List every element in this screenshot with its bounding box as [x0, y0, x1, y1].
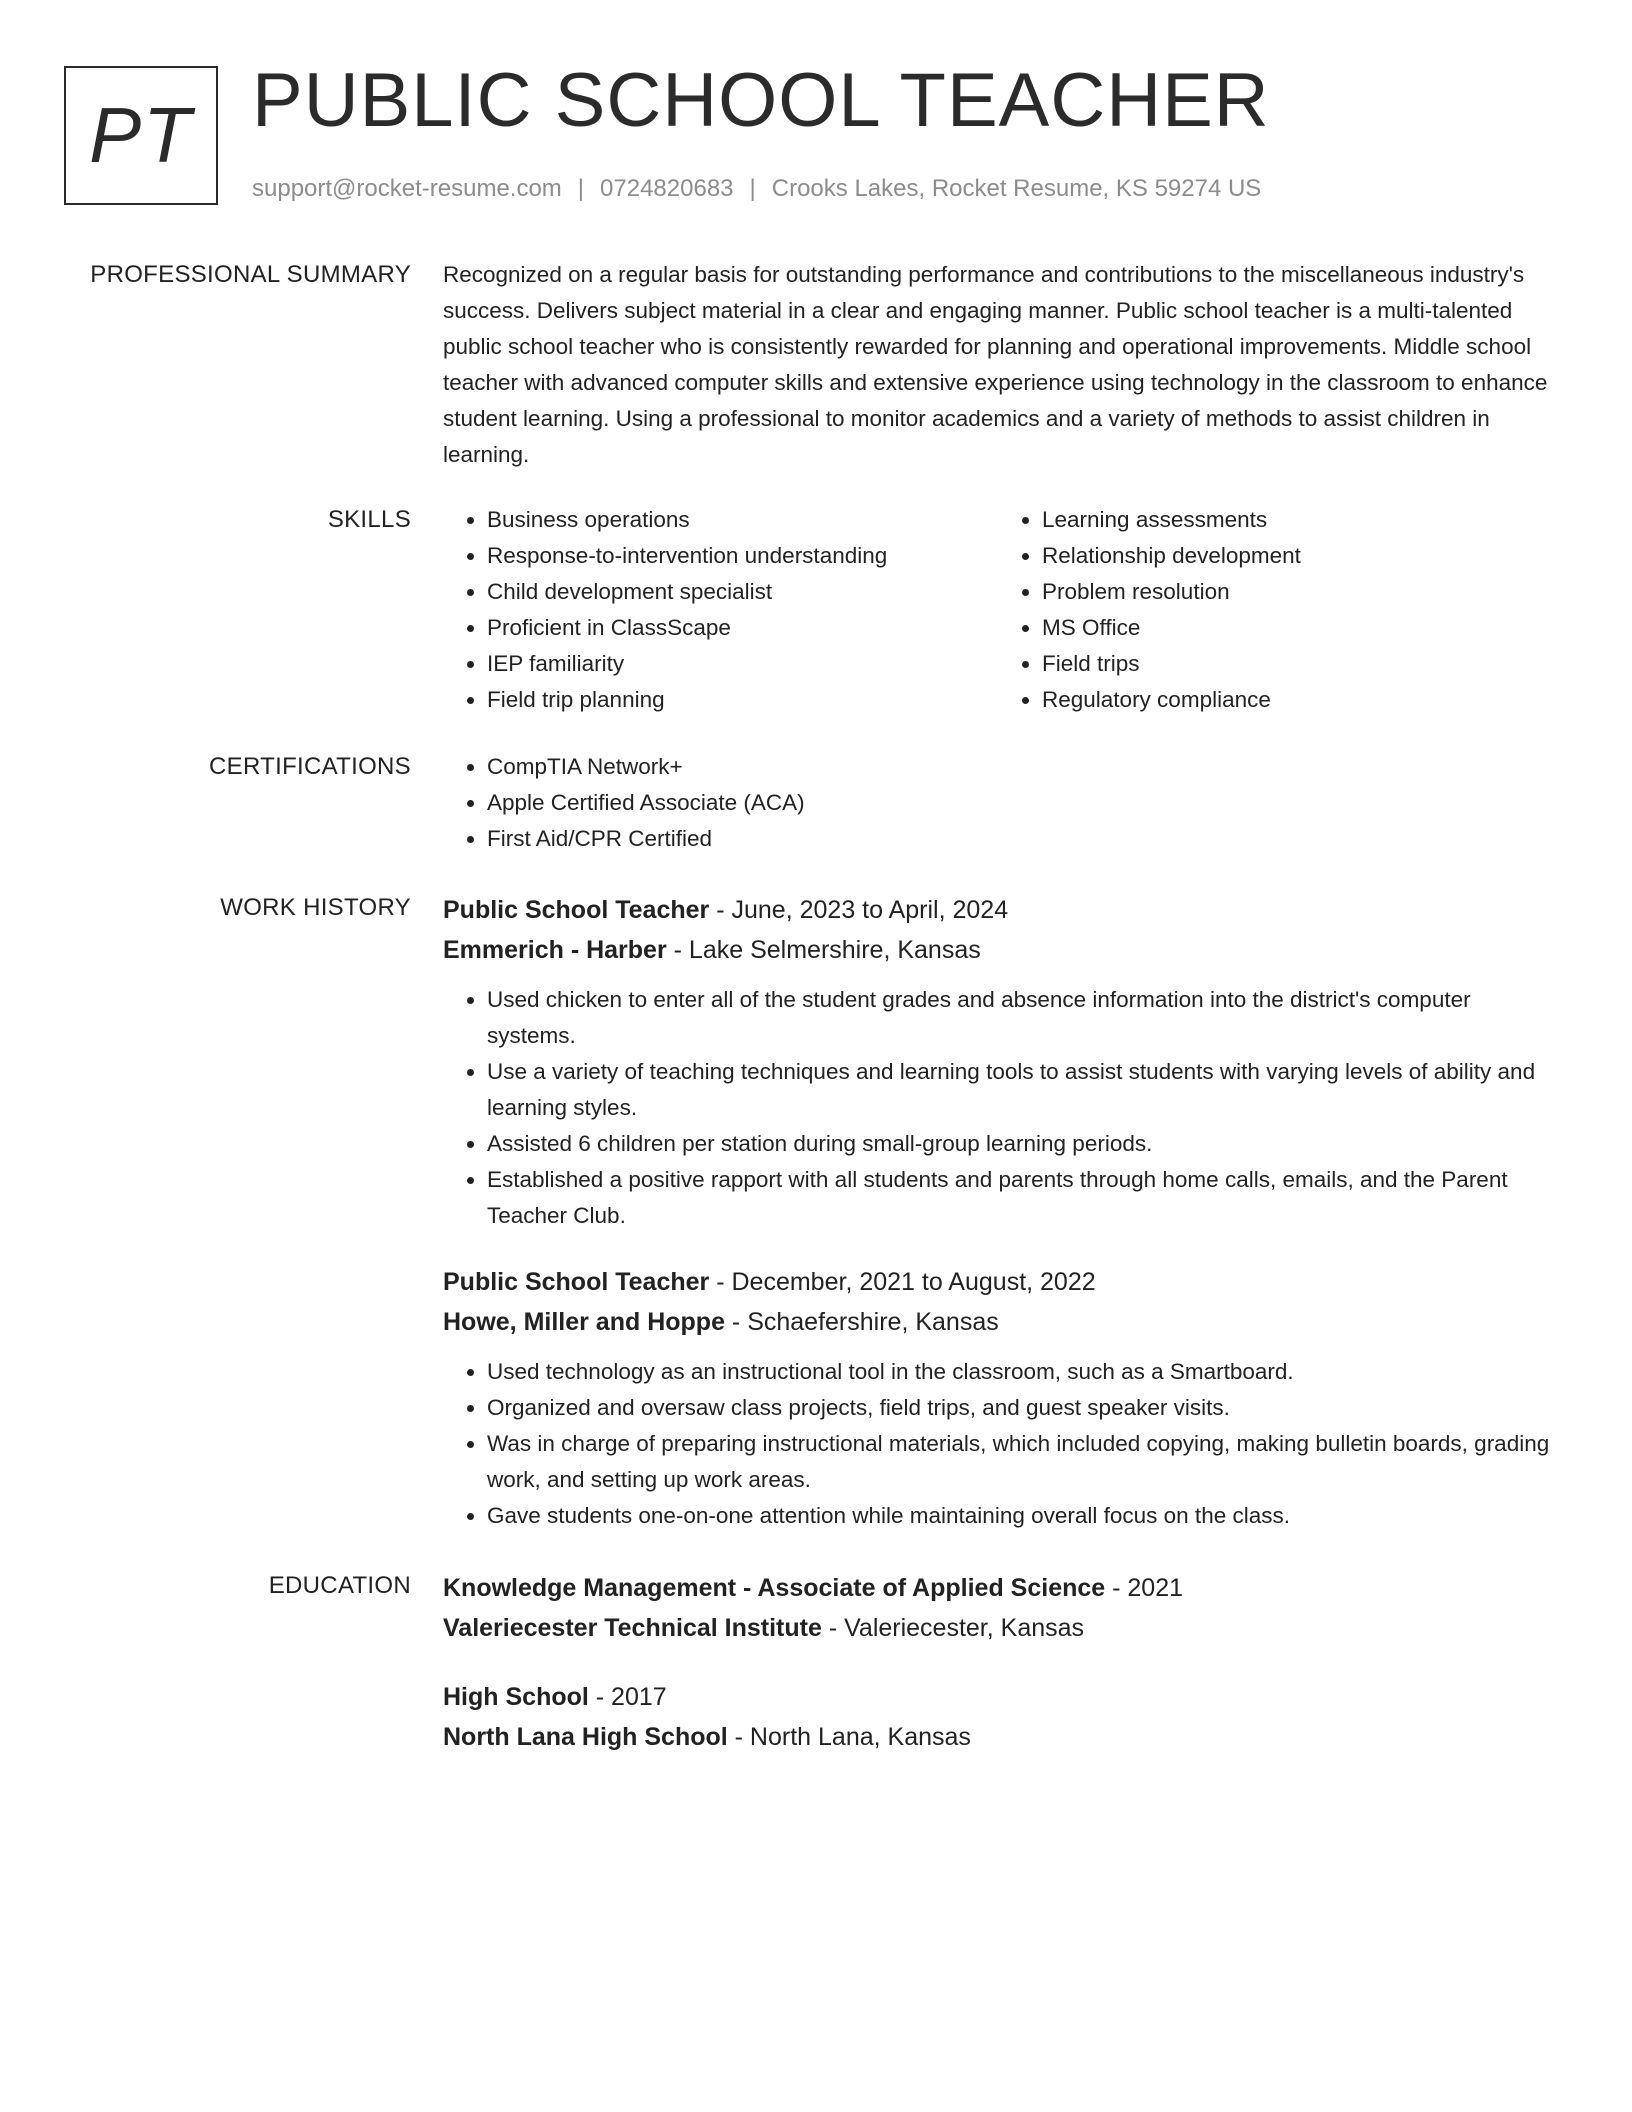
- job-duties-list: [443, 982, 1553, 1234]
- skill-item: • Relationship development: [1042, 538, 1553, 574]
- education-school-line: [443, 1717, 1553, 1757]
- job-title-line: [443, 1262, 1553, 1302]
- job-duty: • Use a variety of teaching techniques and learning tools to assist students with varying levels of ability and learning styles.: [487, 1054, 1553, 1126]
- job-employer-line: [443, 930, 1553, 970]
- certifications-list: [443, 749, 1553, 857]
- job-dates: - June, 2023 to April, 2024: [709, 896, 1009, 924]
- job-duty: • Used chicken to enter all of the student grades and absence information into the district's computer systems.: [487, 982, 1553, 1054]
- education-school: Valeriecester Technical Institute: [443, 1614, 822, 1642]
- job-duty: • Used technology as an instructional tool in the classroom, such as a Smartboard.: [487, 1354, 1553, 1390]
- education-entry: [443, 1568, 1553, 1648]
- section-label-education: EDUCATION: [268, 1572, 411, 1599]
- contact-separator: |: [577, 175, 585, 202]
- job-entry: [443, 890, 1553, 1234]
- education-degree-line: [443, 1677, 1553, 1717]
- summary-body: [443, 257, 1553, 473]
- job-duty: • Organized and oversaw class projects, field trips, and guest speaker visits.: [487, 1390, 1553, 1426]
- skill-item: • Child development specialist: [487, 574, 998, 610]
- skills-list-left: [443, 502, 998, 718]
- skill-item: • Problem resolution: [1042, 574, 1553, 610]
- job-employer: Howe, Miller and Hoppe: [443, 1308, 725, 1336]
- skills-list-right: [998, 502, 1553, 718]
- section-label-certifications: CERTIFICATIONS: [209, 753, 411, 780]
- job-title-line: [443, 890, 1553, 930]
- contact-email[interactable]: support@rocket-resume.com: [252, 175, 562, 202]
- education-year: - 2017: [588, 1683, 667, 1711]
- job-location: - Lake Selmershire, Kansas: [666, 936, 981, 964]
- education-school: North Lana High School: [443, 1723, 728, 1751]
- education-degree: Knowledge Management - Associate of Applied Science: [443, 1574, 1106, 1602]
- education-location: - Valeriecester, Kansas: [821, 1614, 1085, 1642]
- education-location: - North Lana, Kansas: [727, 1723, 971, 1751]
- skill-item: • Field trips: [1042, 646, 1553, 682]
- skill-item: • Regulatory compliance: [1042, 682, 1553, 718]
- certification-item: • CompTIA Network+: [487, 749, 1553, 785]
- education-year: - 2021: [1105, 1574, 1184, 1602]
- job-title: Public School Teacher: [443, 896, 710, 924]
- education-entry: [443, 1677, 1553, 1757]
- job-duty: • Was in charge of preparing instructional materials, which included copying, making bulletin boards, grading work, and setting up work areas.: [487, 1426, 1553, 1498]
- work-history-body: [443, 890, 1553, 1534]
- job-dates: - December, 2021 to August, 2022: [709, 1268, 1096, 1296]
- contact-address: Crooks Lakes, Rocket Resume, KS 59274 US: [771, 175, 1262, 202]
- contact-phone[interactable]: 0724820683: [600, 175, 734, 202]
- contact-line: [252, 173, 1261, 205]
- education-degree: High School: [443, 1683, 589, 1711]
- section-label-skills: SKILLS: [327, 506, 411, 533]
- skill-item: • Learning assessments: [1042, 502, 1553, 538]
- job-duty: • Gave students one-on-one attention while maintaining overall focus on the class.: [487, 1498, 1553, 1534]
- summary-text: Recognized on a regular basis for outstanding performance and contributions to the miscellaneous industry's success. Delivers subject material in a clear and engaging manner. Public school teacher is a multi-talented public school teacher who is consistently rewarded for planning and operational improvements. Middle school teacher with advanced computer skills and extensive experience using technology in the classroom to enhance student learning. Using a professional to monitor academics and a variety of methods to assist children in learning.: [443, 262, 1548, 467]
- skill-item: • Response-to-intervention understanding: [487, 538, 998, 574]
- job-employer-line: [443, 1302, 1553, 1342]
- certifications-body: [443, 749, 1553, 857]
- skill-item: • Field trip planning: [487, 682, 998, 718]
- section-label-work-history: WORK HISTORY: [220, 894, 411, 921]
- monogram-box: [64, 66, 218, 205]
- resume-title: PUBLIC SCHOOL TEACHER: [252, 58, 1270, 143]
- contact-separator: |: [749, 175, 756, 202]
- education-school-line: [443, 1608, 1553, 1648]
- section-label-summary: PROFESSIONAL SUMMARY: [90, 261, 411, 288]
- job-duty: • Assisted 6 children per station during small-group learning periods.: [487, 1126, 1553, 1162]
- monogram-initials: PT: [89, 91, 193, 179]
- skills-columns: [443, 502, 1553, 718]
- certification-item: • First Aid/CPR Certified: [487, 821, 1553, 857]
- education-body: [443, 1568, 1553, 1757]
- skill-item: • MS Office: [1042, 610, 1553, 646]
- job-duties-list: [443, 1354, 1553, 1534]
- job-duty: • Established a positive rapport with all students and parents through home calls, emails, and the Parent Teacher Club.: [487, 1162, 1553, 1234]
- job-employer: Emmerich - Harber: [443, 936, 667, 964]
- job-location: - Schaefershire, Kansas: [724, 1308, 999, 1336]
- certification-item: • Apple Certified Associate (ACA): [487, 785, 1553, 821]
- skill-item: • Proficient in ClassScape: [487, 610, 998, 646]
- skill-item: • Business operations: [487, 502, 998, 538]
- job-title: Public School Teacher: [443, 1268, 710, 1296]
- education-degree-line: [443, 1568, 1553, 1608]
- job-entry: [443, 1262, 1553, 1534]
- skill-item: • IEP familiarity: [487, 646, 998, 682]
